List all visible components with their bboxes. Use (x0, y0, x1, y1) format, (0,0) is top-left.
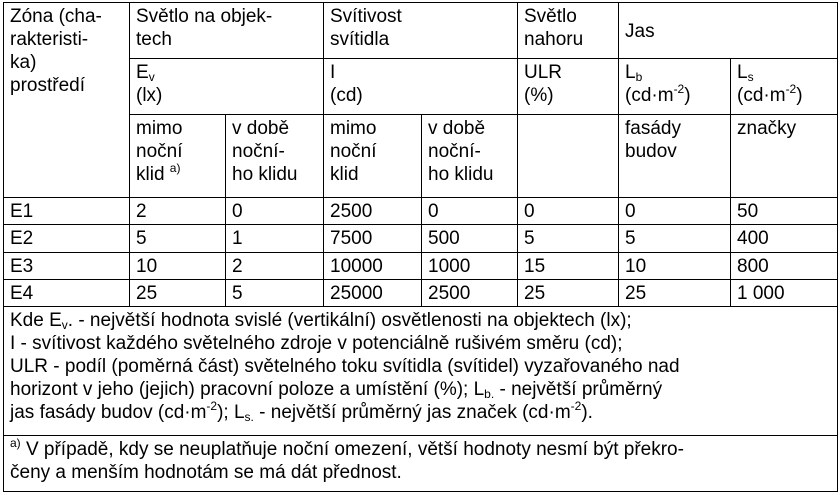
i-curfew-off-header: mimo noční klid (324, 114, 422, 197)
ulr-empty-cell (518, 114, 619, 197)
upward-light-header: Světlo nahoru (518, 3, 619, 59)
table-row: E3 10 2 10000 1000 15 10 800 (4, 252, 838, 279)
explanation-row (4, 307, 838, 436)
zone-header: Zóna (cha- rakteristi- ka) prostředí (4, 3, 130, 198)
explanation-note: Kde $E_v$. - největší hodnota svislé (vertikální) osvětlenosti na objektech (lx); I - svítivost každého světelného zdroje v potenciálně rušivém směru (cd); ULR - podíl (poměrná část) světelného toku svítidla (svítidel) vyzařovaného nad horizont v jeho (jejich) pracovní poloze a umístění (%); $L_{b.}$ - největší průměrný jas fasády budov $(cd\cdot m^{-2})$; $L_{s.}$ - největší průměrný jas značek $(cd\cdot m^{-2})$. (4, 307, 838, 436)
header-row-1 (4, 3, 838, 59)
luminous-intensity-header: Svítivost svítidla (324, 3, 518, 59)
light-on-objects-header: Světlo na objek- tech (130, 3, 324, 59)
footnote: $^{a)}$ V případě, kdy se neuplatňuje noční omezení, větší hodnoty nesmí být překro- čeny a menším hodnotám se má dát přednost. (4, 436, 838, 492)
lb-desc-header: fasády budov (619, 114, 731, 197)
ulr-symbol-cell: ULR (%) (518, 58, 619, 114)
table-row: E4 25 5 25000 2500 25 25 1 000 (4, 279, 838, 306)
ev-curfew-on-header: v době noční- ho klidu (226, 114, 324, 197)
luminance-header: Jas (619, 3, 838, 59)
table-row: E1 2 0 2500 0 0 0 50 (4, 197, 838, 224)
lb-symbol-cell: $L_b$ $(cd\cdot m^{-2})$ (619, 58, 731, 114)
table-row: E2 5 1 7500 500 5 5 400 (4, 225, 838, 252)
i-symbol-cell: I (cd) (324, 58, 518, 114)
ev-curfew-off-header: mimo noční klid $^{a)}$ (130, 114, 226, 197)
ls-desc-header: značky (731, 114, 838, 197)
i-curfew-on-header: v době noční- ho klidu (422, 114, 518, 197)
ev-symbol-cell: $E_v$ (lx) (130, 58, 324, 114)
light-pollution-limits-table (3, 2, 838, 492)
footnote-row (4, 436, 838, 492)
header-row-2 (4, 58, 838, 114)
header-row-3 (4, 114, 838, 197)
ls-symbol-cell: $L_s$ $(cd\cdot m^{-2})$ (731, 58, 838, 114)
